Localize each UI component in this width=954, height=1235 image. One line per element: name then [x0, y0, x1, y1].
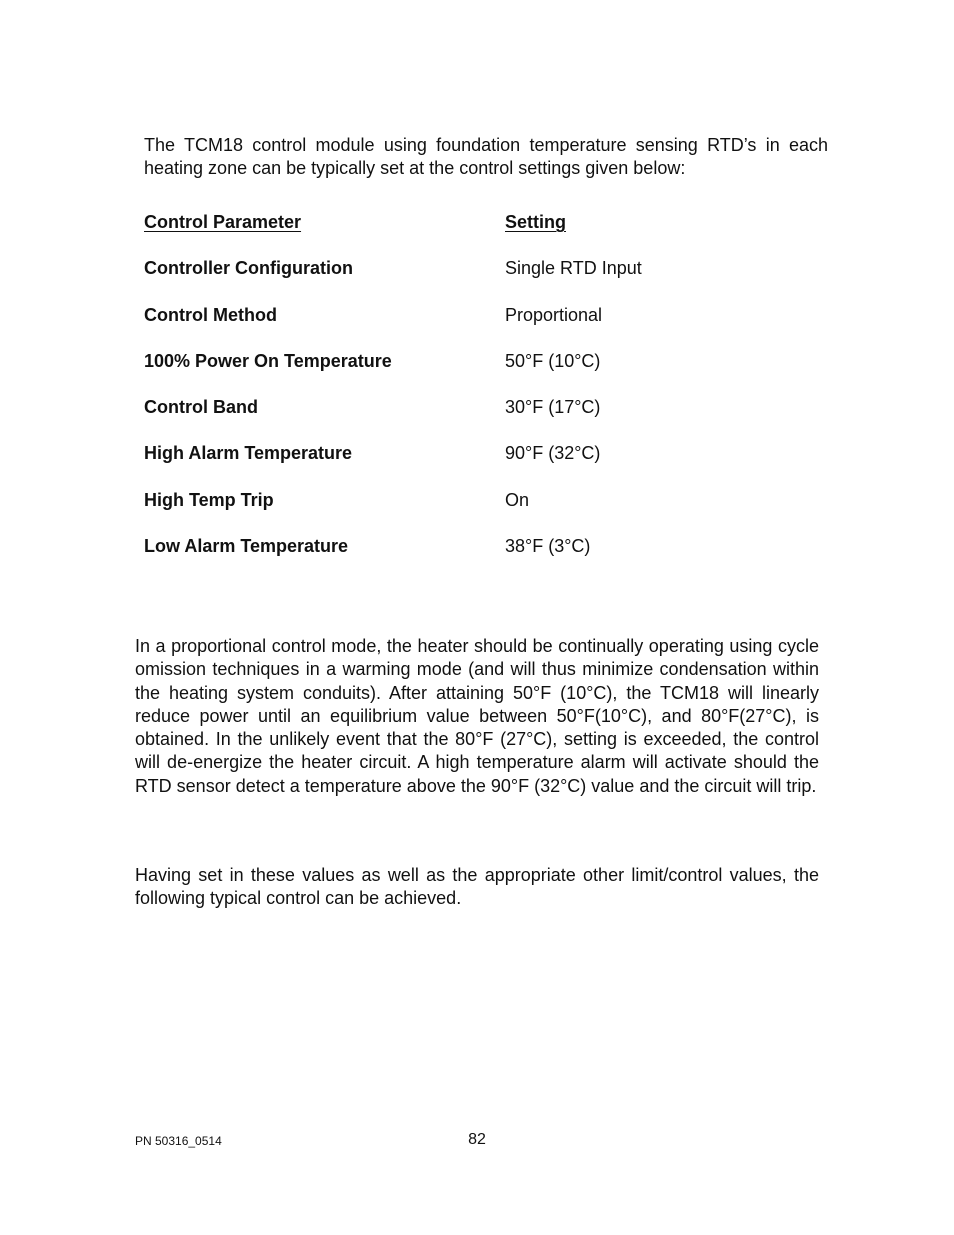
- intro-paragraph: The TCM18 control module using foundation temperature sensing RTD’s in each heating zone can be typically set at the control settings given below:: [144, 135, 828, 178]
- parameter-setting: 90°F (32°C): [505, 443, 601, 464]
- table-row: [144, 304, 828, 350]
- table-row: [144, 396, 828, 442]
- page-number: 82: [468, 1131, 486, 1148]
- parameter-setting: 38°F (3°C): [505, 536, 591, 557]
- parameter-name: Controller Configuration: [144, 258, 353, 279]
- table-row: [144, 350, 828, 396]
- column-header-parameter: Control Parameter: [144, 212, 302, 232]
- parameter-name: 100% Power On Temperature: [144, 350, 392, 371]
- parameter-setting: 30°F (17°C): [505, 397, 601, 418]
- column-header-setting: Setting: [505, 212, 566, 232]
- parameter-name: High Alarm Temperature: [144, 443, 353, 464]
- parameter-setting: 50°F (10°C): [505, 350, 601, 371]
- parameter-setting: Proportional: [505, 304, 603, 325]
- table-row: [144, 257, 828, 303]
- parameter-name: Low Alarm Temperature: [144, 536, 349, 557]
- parameter-name: Control Band: [144, 397, 258, 418]
- table-header-row: [144, 211, 828, 257]
- parameter-name: High Temp Trip: [144, 489, 274, 510]
- control-settings-table: [144, 211, 828, 581]
- proportional-control-paragraph: In a proportional control mode, the heater should be continually operating using cycle omission techniques in a warming mode (and will thus minimize condensation within the heating system conduits). After attaining 50°F (10°C), the TCM18 will linearly reduce power until an equilibrium value between 50°F(10°C), and 80°F(27°C), is obtained. In the unlikely event that the 80°F (27°C), setting is exceeded, the control will de-energize the heater circuit. A high temperature alarm will activate should the RTD sensor detect a temperature above the 90°F (32°C) value and the circuit will trip.: [135, 636, 819, 796]
- parameter-setting: Single RTD Input: [505, 258, 642, 279]
- parameter-setting: On: [505, 489, 530, 510]
- table-row: [144, 535, 828, 581]
- summary-paragraph: Having set in these values as well as the appropriate other limit/control values, the following typical control can be achieved.: [135, 865, 819, 909]
- part-number: PN 50316_0514: [135, 1134, 222, 1148]
- parameter-name: Control Method: [144, 304, 277, 325]
- table-row: [144, 489, 828, 535]
- table-row: [144, 442, 828, 488]
